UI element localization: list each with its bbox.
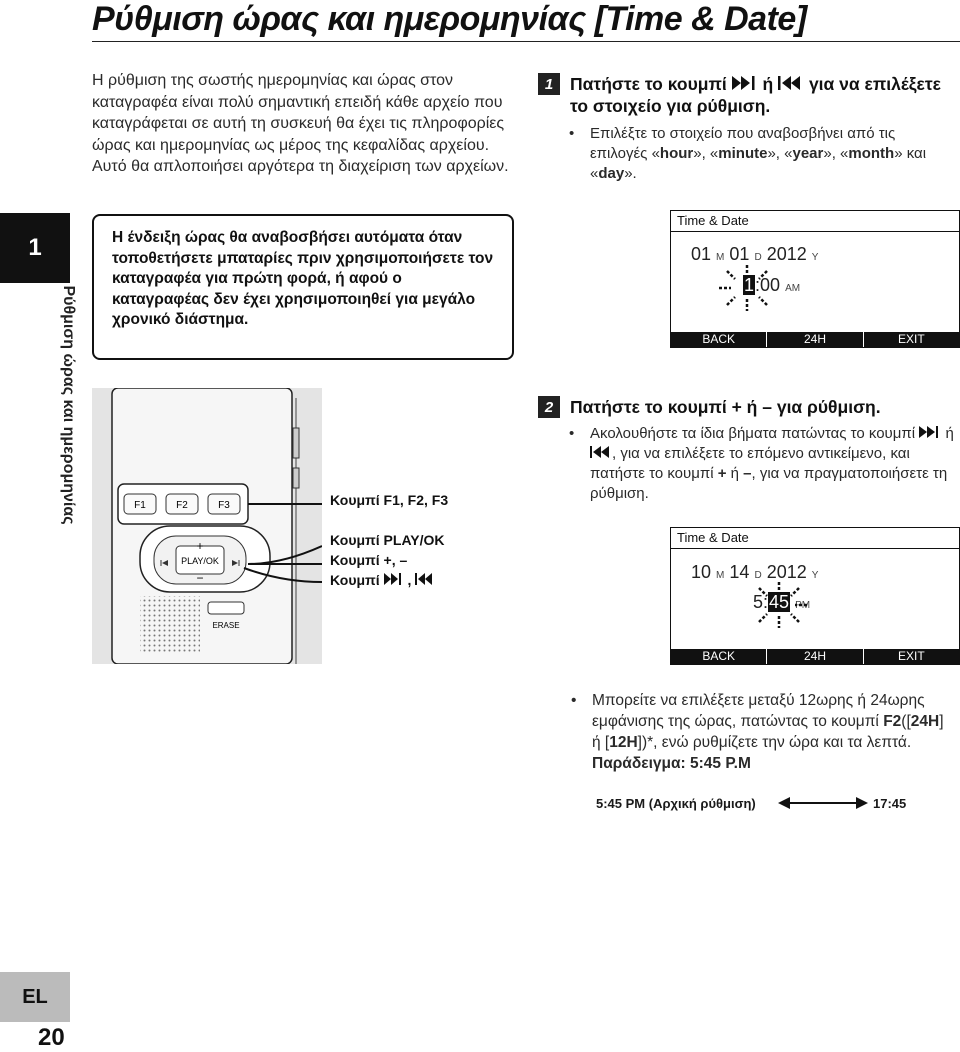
opt-month: month bbox=[848, 145, 895, 162]
lcd2-exit-softkey: EXIT bbox=[863, 649, 959, 664]
plus-label: + bbox=[196, 539, 204, 553]
lcd1-day-unit: D bbox=[754, 252, 762, 263]
step1-badge: 1 bbox=[538, 73, 560, 95]
lcd2-year: 2012 bbox=[766, 562, 807, 582]
opt-minute: minute bbox=[718, 145, 768, 162]
f2-key: F2 bbox=[883, 713, 902, 730]
and: » και « bbox=[590, 145, 927, 182]
step1-head-suffix: για να επιλέξετε το στοιχείο για ρύθμιση. bbox=[570, 74, 941, 116]
lcd1-back-softkey: BACK bbox=[702, 332, 735, 346]
h24-key: 24H bbox=[910, 713, 940, 730]
lcd2-softkeys bbox=[671, 649, 959, 664]
step2-bullet bbox=[569, 424, 956, 504]
step2-bullet-d: , για να πραγματοποιήσετε τη ρύθμιση. bbox=[590, 465, 948, 502]
lcd2-year-unit: Y bbox=[811, 570, 819, 581]
lcd1-hour: 1 bbox=[744, 275, 755, 295]
language-tab: EL bbox=[0, 972, 70, 1022]
callout-fkeys: Κουμπί F1, F2, F3 bbox=[330, 492, 449, 508]
end: ». bbox=[624, 165, 637, 182]
lcd2-rule bbox=[671, 548, 959, 549]
lcd2-ampm: PM bbox=[795, 600, 811, 611]
lcd1-month-unit: M bbox=[716, 252, 725, 263]
hour-format-a: Μπορείτε να επιλέξετε μεταξύ 12ωρης ή 24ωρης εμφάνισης της ώρας, πατώντας το κουμπί bbox=[592, 692, 925, 730]
opt-hour: hour bbox=[659, 145, 694, 162]
step2-badge: 2 bbox=[538, 396, 560, 418]
next-skip-icon bbox=[732, 74, 758, 94]
callout-playok: Κουμπί PLAY/OK bbox=[330, 532, 445, 548]
chapter-number: 1 bbox=[28, 234, 42, 261]
page-number: 20 bbox=[38, 1024, 65, 1051]
hour-format-d: ])*, ενώ ρυθμίζετε την ώρα και τα λεπτά. bbox=[637, 734, 912, 751]
note-box bbox=[92, 214, 514, 360]
callout-skip bbox=[330, 570, 445, 590]
lcd1-ampm: AM bbox=[785, 283, 801, 294]
blink-rays-icon bbox=[717, 263, 777, 313]
f1-label: F1 bbox=[134, 500, 146, 511]
chapter-label bbox=[58, 285, 78, 525]
f3-label: F3 bbox=[218, 500, 230, 511]
prev-skip-icon bbox=[778, 74, 804, 94]
time-right: 17:45 bbox=[873, 796, 907, 811]
f2-label: F2 bbox=[176, 500, 188, 511]
lcd1-24h-softkey: 24H bbox=[766, 332, 862, 347]
lcd2-title: Time & Date bbox=[677, 530, 749, 545]
step2-bullet-c: ή bbox=[730, 465, 739, 482]
erase-label: ERASE bbox=[212, 621, 240, 630]
lcd1-year-unit: Y bbox=[811, 252, 819, 263]
lcd1-date bbox=[691, 244, 818, 265]
playok-label: PLAY/OK bbox=[181, 556, 219, 566]
step2-bullet-a: Ακολουθήστε τα ίδια βήματα πατώντας το κουμπί bbox=[590, 425, 916, 442]
next-skip-icon bbox=[919, 425, 941, 442]
step1-heading bbox=[570, 73, 950, 117]
sep3: », « bbox=[823, 145, 849, 162]
sep1: », « bbox=[693, 145, 719, 162]
example-label: Παράδειγμα: 5:45 P.M bbox=[592, 755, 751, 772]
lcd2-day-unit: D bbox=[754, 570, 762, 581]
intro-paragraph: Η ρύθμιση της σωστής ημερομηνίας και ώρας στον καταγραφέα είναι πολύ σημαντική επειδή κάθε αρχείο που καταγράφεται σε αυτή τη συσκευή θα έχει τις πληροφορίες ώρας και ημερομηνίας ως μέρος της κεφαλίδας αρχείου. Αυτό θα απλοποιήσει αργότερα τη διαχείριση των αρχείων. bbox=[92, 72, 509, 175]
step2-minus: – bbox=[743, 465, 752, 482]
step2-bullet-b: , για να επιλέξετε το επόμενο αντικείμενο, και πατήστε το κουμπί bbox=[590, 445, 910, 482]
lcd1-year: 2012 bbox=[766, 244, 807, 264]
double-arrow-icon bbox=[778, 795, 868, 811]
lcd1-colon: : bbox=[755, 275, 761, 295]
recorder-illustration bbox=[92, 388, 322, 664]
step2-bullet-or: ή bbox=[945, 425, 954, 442]
step2-heading: Πατήστε το κουμπί + ή – για ρύθμιση. bbox=[570, 397, 881, 417]
callout-skip-sep: , bbox=[407, 572, 416, 588]
note-text: Η ένδειξη ώρας θα αναβοσβήσει αυτόματα όταν τοποθετήσετε μπαταρίες πριν χρησιμοποιήσετε τον καταγραφέα για πρώτη φορά, ή αφού ο καταγραφέας δεν έχει χρησιμοποιηθεί για μεγάλο χρονικό διάστημα. bbox=[112, 229, 494, 328]
hour-format-c: ] ή [ bbox=[592, 713, 944, 751]
lcd1-minute: 00 bbox=[760, 275, 781, 295]
prev-skip-icon bbox=[415, 572, 435, 588]
h12-key: 12H bbox=[609, 734, 638, 751]
step1-head-or: ή bbox=[762, 74, 774, 94]
next-skip-icon bbox=[384, 572, 408, 588]
step1-bullet-text: Επιλέξτε το στοιχείο που αναβοσβήνει από τις επιλογές « bbox=[590, 125, 896, 162]
step2-plus: + bbox=[717, 465, 727, 482]
blink-rays-icon bbox=[749, 580, 809, 630]
title-divider bbox=[92, 41, 960, 42]
callout-stack bbox=[330, 530, 445, 590]
lcd2-minute: 45 bbox=[769, 592, 790, 612]
step1-bullet bbox=[569, 124, 952, 184]
chapter-tab bbox=[0, 213, 70, 283]
lcd1-exit-softkey: EXIT bbox=[863, 332, 959, 347]
lcd2-day: 14 bbox=[729, 562, 750, 582]
lcd1-title: Time & Date bbox=[677, 213, 749, 228]
lcd2-month-unit: M bbox=[716, 570, 725, 581]
lcd1-softkeys bbox=[671, 332, 959, 347]
recorder-drawing bbox=[92, 388, 322, 664]
lcd1-rule bbox=[671, 231, 959, 232]
lcd2-colon: : bbox=[763, 592, 769, 612]
callout-skip-prefix: Κουμπί bbox=[330, 572, 380, 588]
lcd2-month: 10 bbox=[691, 562, 712, 582]
hour-format-b: ([ bbox=[901, 713, 911, 730]
lcd-screen-1 bbox=[670, 210, 960, 348]
bullet-dot: • bbox=[571, 692, 577, 709]
time-left: 5:45 PM (Αρχική ρύθμιση) bbox=[596, 796, 756, 811]
page-title: Ρύθμιση ώρας και ημερομηνίας [Time & Date] bbox=[92, 0, 807, 38]
bullet-dot: • bbox=[569, 125, 575, 142]
callout-plusminus: Κουμπί +, – bbox=[330, 552, 408, 568]
lcd2-back-softkey: BACK bbox=[702, 649, 735, 663]
lcd1-day: 01 bbox=[729, 244, 750, 264]
step1-head-prefix: Πατήστε το κουμπί bbox=[570, 74, 727, 94]
opt-day: day bbox=[598, 165, 625, 182]
sep2: », « bbox=[767, 145, 793, 162]
lcd1-month: 01 bbox=[691, 244, 712, 264]
opt-year: year bbox=[792, 145, 824, 162]
prev-skip-icon bbox=[590, 445, 612, 462]
minus-label: − bbox=[196, 571, 204, 585]
lcd2-24h-softkey: 24H bbox=[766, 649, 862, 664]
lcd-screen-2 bbox=[670, 527, 960, 665]
lcd2-hour: 5 bbox=[753, 592, 764, 612]
hour-format-bullet bbox=[571, 690, 954, 774]
chapter-label-text: Ρύθμιση ώρας και ημερομηνίας bbox=[60, 285, 77, 525]
bullet-dot: • bbox=[569, 425, 575, 442]
